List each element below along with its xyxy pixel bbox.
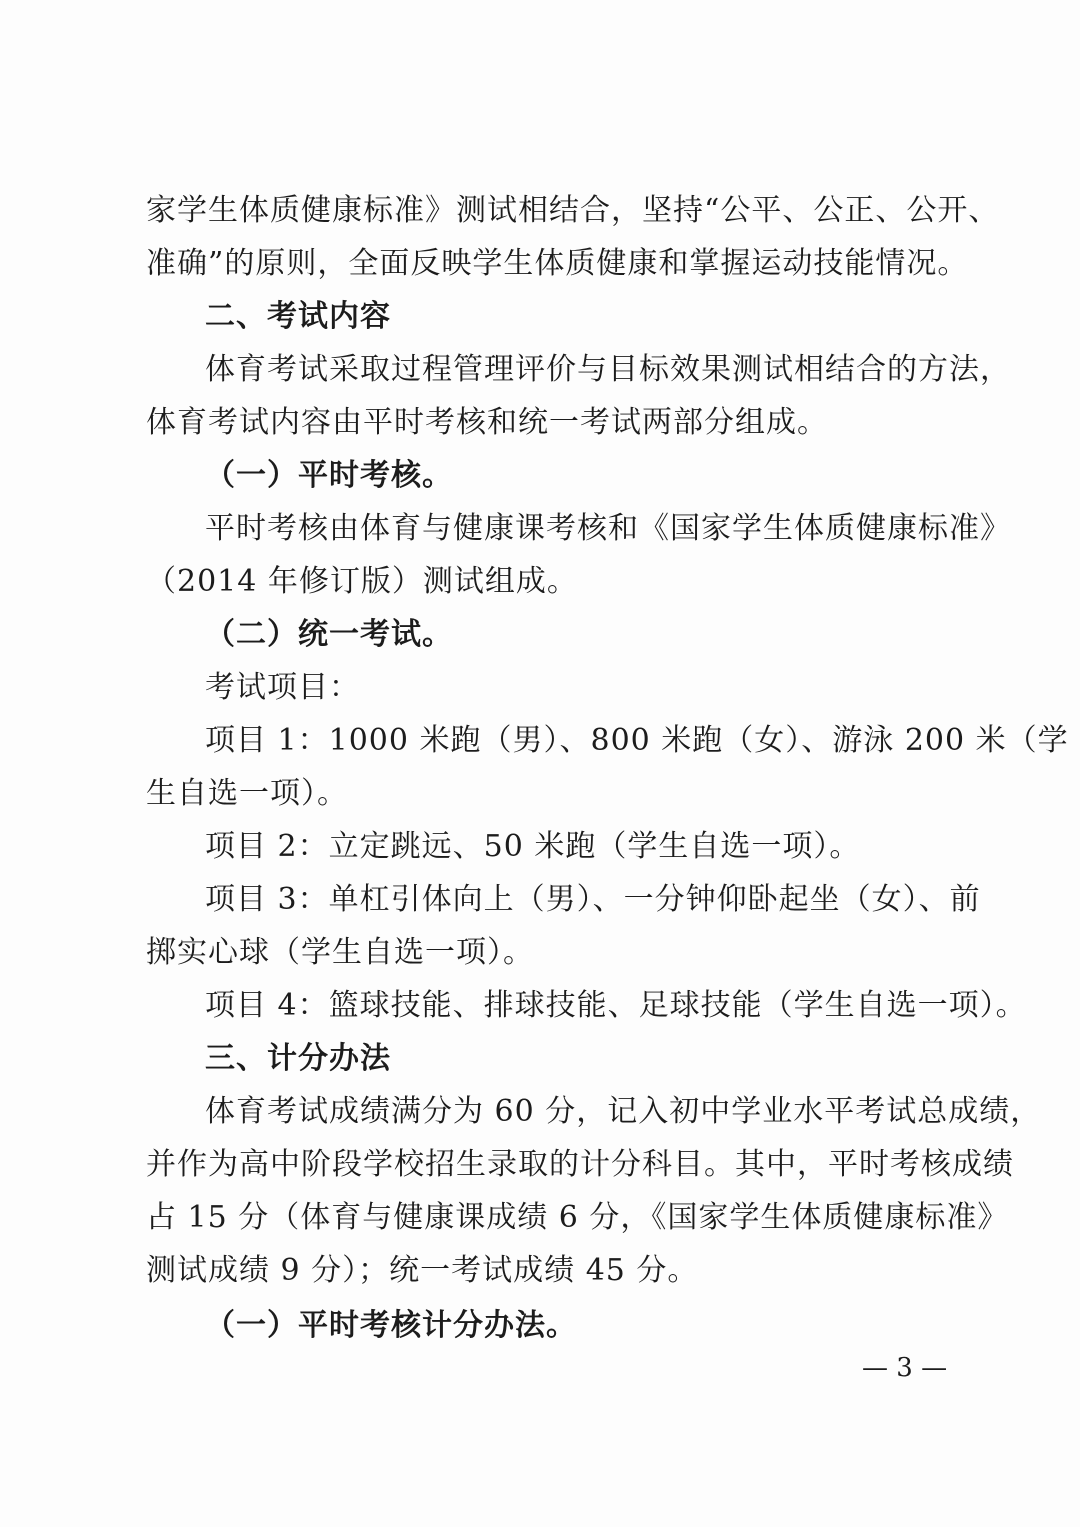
paragraph-line: 家学生体质健康标准》测试相结合，坚持“公平、公正、公开、: [146, 193, 1000, 228]
paragraph-line: （2014 年修订版）测试组成。: [146, 564, 578, 599]
paragraph-line: 平时考核由体育与健康课考核和《国家学生体质健康标准》: [205, 511, 1011, 546]
paragraph-line: 考试项目：: [205, 670, 360, 705]
list-item-project-1-cont: 生自选一项）。: [146, 776, 348, 811]
list-item-project-3: 项目 3：单杠引体向上（男）、一分钟仰卧起坐（女）、前: [205, 882, 981, 917]
section-heading-exam-content: 二、考试内容: [205, 299, 391, 334]
subheading-unified-exam: （二）统一考试。: [205, 617, 453, 652]
paragraph-line: 测试成绩 9 分）；统一考试成绩 45 分。: [146, 1253, 699, 1288]
subheading-regular-scoring: （一）平时考核计分办法。: [205, 1308, 577, 1343]
list-item-project-2: 项目 2：立定跳远、50 米跑（学生自选一项）。: [205, 829, 861, 864]
paragraph-line: 并作为高中阶段学校招生录取的计分科目。其中，平时考核成绩: [146, 1147, 1014, 1182]
section-heading-scoring: 三、计分办法: [205, 1041, 391, 1076]
subheading-regular-assessment: （一）平时考核。: [205, 458, 453, 493]
paragraph-line: 占 15 分（体育与健康课成绩 6 分，《国家学生体质健康标准》: [146, 1200, 1009, 1235]
paragraph-line: 体育考试采取过程管理评价与目标效果测试相结合的方法，: [205, 352, 1011, 387]
paragraph-line: 体育考试内容由平时考核和统一考试两部分组成。: [146, 405, 828, 440]
paragraph-line: 体育考试成绩满分为 60 分，记入初中学业水平考试总成绩，: [205, 1094, 1042, 1129]
list-item-project-4: 项目 4：篮球技能、排球技能、足球技能（学生自选一项）。: [205, 988, 1027, 1023]
list-item-project-1: 项目 1：1000 米跑（男）、800 米跑（女）、游泳 200 米（学: [205, 723, 1069, 758]
page-number: — 3 —: [862, 1353, 948, 1383]
list-item-project-3-cont: 掷实心球（学生自选一项）。: [146, 935, 534, 970]
paragraph-line: 准确”的原则，全面反映学生体质健康和掌握运动技能情况。: [146, 246, 969, 281]
